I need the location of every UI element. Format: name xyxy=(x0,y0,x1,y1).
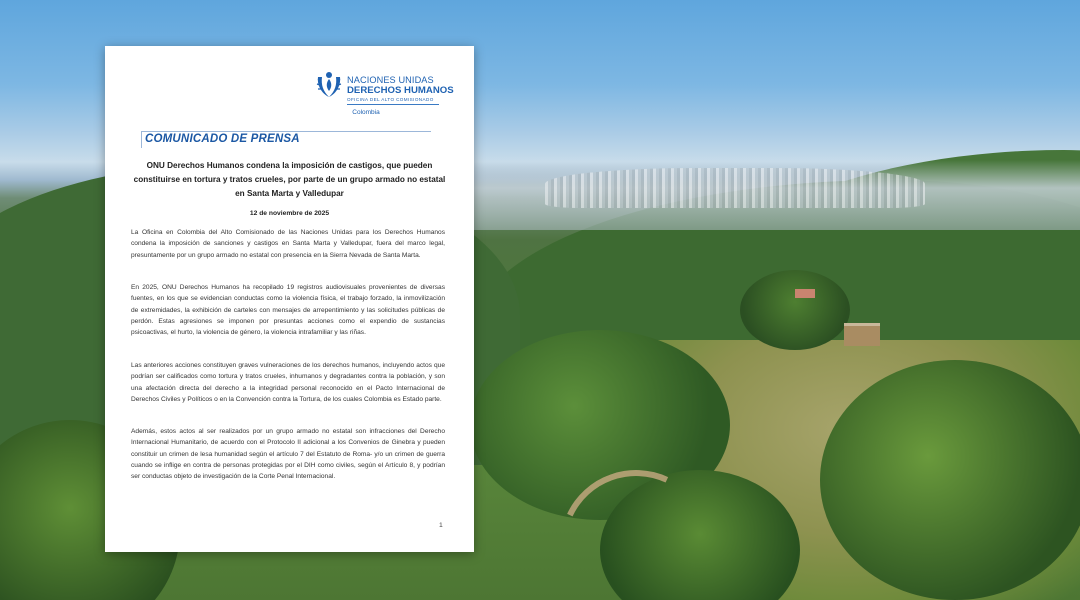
paragraph: Además, estos actos al ser realizados por un grupo armado no estatal son infracciones del Derecho Internacional Humanitario, de acuerdo con el Protocolo II adicional a los Convenios de Ginebra y pueden constituir un crimen de lesa humanidad según el artículo 7 del Estatuto de Roma- y/o un crimen de guerra cuando se inflige en contra de personas protegidas por el DIH como civiles, según el Artículo 8, y podrían ser conductas objeto de investigación de la Corte Penal Internacional. xyxy=(131,428,445,481)
tree-cluster xyxy=(820,360,1080,600)
press-release-document xyxy=(105,46,474,552)
section-bar xyxy=(141,131,142,148)
section-rule xyxy=(141,131,431,132)
section-label: COMUNICADO DE PRENSA xyxy=(145,133,300,145)
paragraph: Las anteriores acciones constituyen graves vulneraciones de los derechos humanos, incluyendo actos que podrían ser calificados como tortura y tratos crueles, inhumanos y degradantes contra la población, y son una afectación directa del derecho a la integridad personal reconocido en el Pacto Internacional de Derechos Civiles y Políticos o en la Convención contra la Tortura, de los cuales Colombia es Estado parte. xyxy=(131,362,445,403)
org-name-line3: OFICINA DEL ALTO COMISIONADO xyxy=(347,97,434,102)
un-laurel-emblem-icon xyxy=(314,67,344,101)
date: 12 de noviembre de 2025 xyxy=(249,210,330,217)
red-roof xyxy=(795,289,815,298)
org-name-line2: DERECHOS HUMANOS xyxy=(347,85,454,96)
distant-city xyxy=(545,168,925,208)
un-human-rights-logo xyxy=(314,67,454,119)
country-label: Colombia xyxy=(352,109,380,116)
paragraph: La Oficina en Colombia del Alto Comisionado de las Naciones Unidas para los Derechos Humanos condena la imposición de sanciones y castigos en Santa Marta y Valledupar, fuera del marco legal, presuntamente por un grupo armado no estatal con presencia en la Sierra Nevada de Santa Marta. xyxy=(131,229,445,259)
headline: ONU Derechos Humanos condena la imposición de castigos, que pueden constituirse en tortura y tratos crueles, por parte de un grupo armado no estatal en Santa Marta y Valledupar xyxy=(133,161,446,198)
tree-cluster xyxy=(740,270,850,350)
logo-divider xyxy=(347,104,439,105)
org-name-line1: NACIONES UNIDAS xyxy=(347,75,434,85)
page-number: 1 xyxy=(439,522,443,529)
paragraph: En 2025, ONU Derechos Humanos ha recopilado 19 registros audiovisuales provenientes de diversas fuentes, en los que se evidencian conductas como la violencia física, el trabajo forzado, la inmovilización de extremidades, la exhibición de carteles con mensajes de arrepentimiento y las solicitudes públicas de perdón. Estas agresiones se imponen por presuntas acciones como el expendio de sustancias psicoactivas, el hurto, la violencia de género, la violencia intrafamiliar y las riñas. xyxy=(131,284,445,337)
hut xyxy=(844,323,880,346)
